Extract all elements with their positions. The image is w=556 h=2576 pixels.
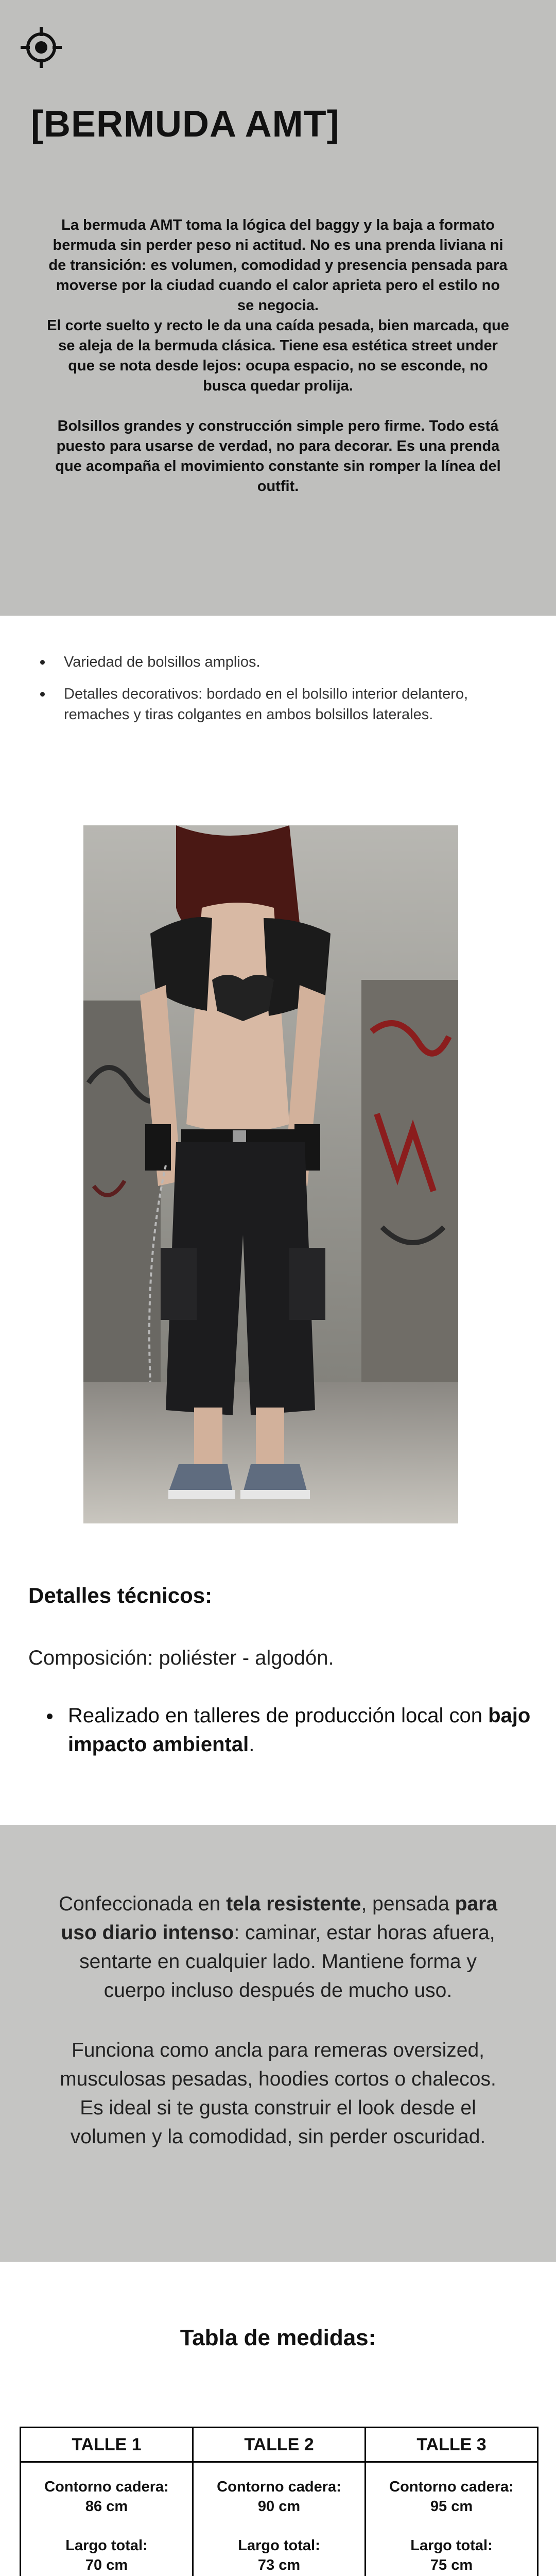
size-cell: Contorno cadera: 95 cm Largo total: 75 cm bbox=[366, 2462, 538, 2576]
technical-title: Detalles técnicos: bbox=[28, 1583, 213, 1607]
size-column-header: TALLE 3 bbox=[366, 2428, 538, 2462]
size-column-header: TALLE 2 bbox=[193, 2428, 366, 2462]
list-item: Detalles decorativos: bordado en el bolsillo interior delantero, remaches y tiras colgantes en ambos bolsillos laterales. bbox=[30, 684, 524, 725]
sizes-title: Tabla de medidas: bbox=[180, 2325, 376, 2350]
intro-paragraph: Bolsillos grandes y construcción simple pero firme. Todo está puesto para usarse de verdad, no para decorar. Es una prenda que acompaña el movimiento constante sin romper la línea del outfit. bbox=[55, 418, 501, 495]
crosshair-logo-icon bbox=[20, 26, 63, 69]
size-cell: Contorno cadera: 90 cm Largo total: 73 cm bbox=[193, 2462, 366, 2576]
page-title: [BERMUDA AMT] bbox=[31, 104, 340, 145]
size-cell: Contorno cadera: 86 cm Largo total: 70 cm bbox=[21, 2462, 193, 2576]
production-bullet: Realizado en talleres de producción local con bajo impacto ambiental. bbox=[28, 1701, 538, 1759]
intro-paragraph: El corte suelto y recto le da una caída pesada, bien marcada, que se aleja de la bermuda clásica. Tiene esa estética street under que se nota desde lejos: ocupa espacio, no se esconde, no busca quedar prolija. bbox=[47, 317, 509, 394]
product-photo bbox=[83, 825, 458, 1523]
size-table bbox=[20, 2427, 538, 2576]
intro-text bbox=[46, 215, 510, 497]
feature-list bbox=[30, 652, 524, 736]
usage-paragraph-1: Confeccionada en tela resistente, pensada para uso diario intenso: caminar, estar horas afuera, sentarte en cualquier lado. Mantiene forma y cuerpo incluso después de mucho uso. bbox=[58, 1893, 498, 2002]
intro-paragraph: La bermuda AMT toma la lógica del baggy y la baja a formato bermuda sin perder peso ni actitud. No es una prenda liviana ni de transición: es volumen, comodidad y presencia pensada para moverse por la ciudad cuando el calor aprieta pero el estilo no se negocia. bbox=[48, 217, 508, 314]
list-item: Variedad de bolsillos amplios. bbox=[30, 652, 524, 672]
composition-text: Composición: poliéster - algodón. bbox=[28, 1647, 334, 1669]
bullet-icon bbox=[40, 692, 45, 697]
size-column-header: TALLE 1 bbox=[21, 2428, 193, 2462]
bullet-icon bbox=[47, 1714, 53, 1719]
impact-highlight: bajo impacto ambiental bbox=[68, 1704, 531, 1756]
usage-paragraph-2: Funciona como ancla para remeras oversized, musculosas pesadas, hoodies cortos o chalecos. Es ideal si te gusta construir el look desde el volumen y la comodidad, sin perder oscuridad. bbox=[60, 2039, 496, 2148]
bullet-icon bbox=[40, 660, 45, 665]
